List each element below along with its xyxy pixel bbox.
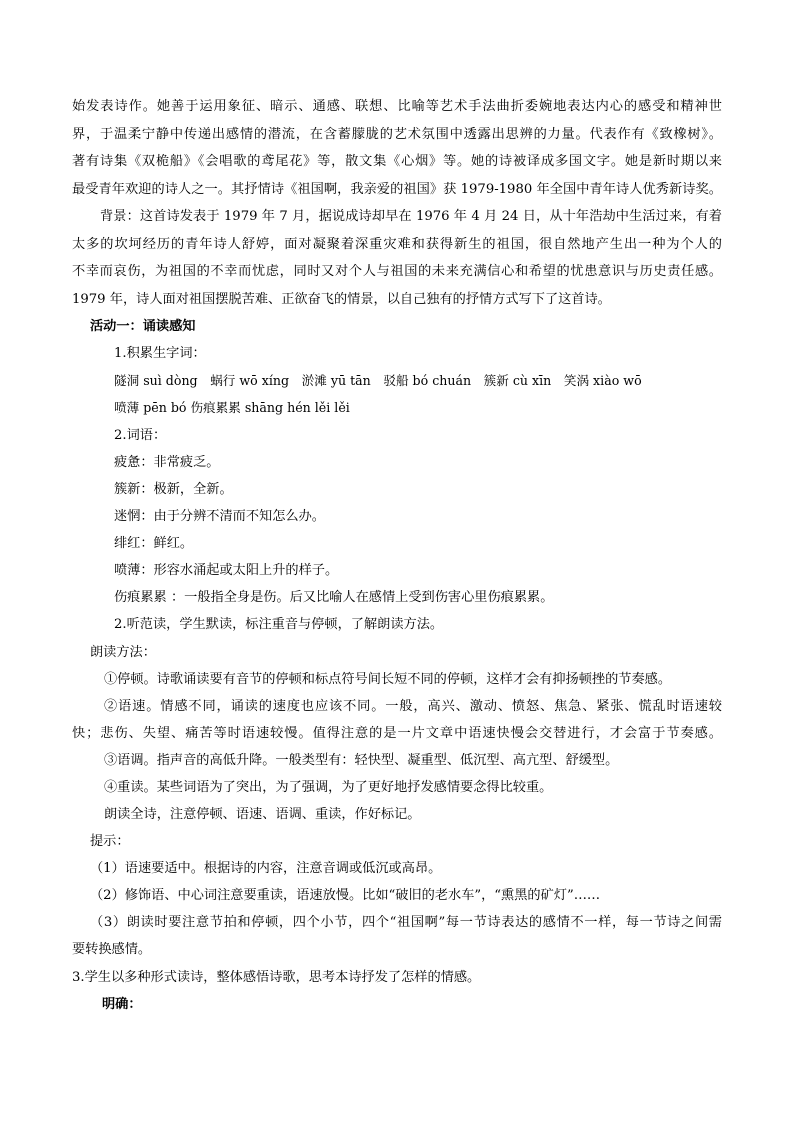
listen-instruction: 2.听范读，学生默读，标注重音与停顿，了解朗读方法。 [114,617,444,632]
word-item: 迷惘：由于分辨不清而不知怎么办。 [114,509,325,524]
clarify-label: 明确： [102,997,142,1012]
word-item: 伤痕累累 ：一般指全身是伤。后又比喻人在感情上受到伤害心里伤痕累累。 [114,590,554,605]
intro-line-4: 最受青年欢迎的诗人之一。其抒情诗《祖国啊，我亲爱的祖国》获 1979-1980 年全国中青年诗人优秀新诗奖。 [72,182,722,197]
background-line-4: 1979 年，诗人面对祖国摆脱苦难、正欲奋飞的情景，以自己独有的抒情方式写下了这首诗。 [72,292,611,307]
tips-title: 提示： [90,834,130,849]
word-item: 簇新：极新，全新。 [114,482,233,497]
step3-instruction: 3.学生以多种形式读诗，整体感悟诗歌，思考本诗抒发了怎样的情感。 [72,970,481,985]
method-title: 朗读方法： [90,645,156,660]
tip-item-continued: 要转换感情。 [72,942,152,957]
method-tone: ③语调。指声音的高低升降。一般类型有：轻快型、凝重型、低沉型、高亢型、舒缓型。 [104,753,619,768]
vocab-line-1: 隧洞 suì dòng 蜗行 wō xíng 淤滩 yū tān 驳船 bó chuán 簇新 cù xīn 笑涡 xiào wō [114,373,642,388]
intro-line-3: 著有诗集《双桅船》《会唱歌的鸢尾花》等，散文集《心烟》等。她的诗被译成多国文字。她是新时期以来 [72,154,722,169]
background-line-1: 背景：这首诗发表于 1979 年 7 月，据说成诗却早在 1976 年 4 月 24 日，从十年浩劫中生活过来，有着 [100,209,722,224]
word-item: 绯红：鲜红。 [114,536,194,551]
tip-item: （1）语速要适中。根据诗的内容，注意音调或低沉或高昂。 [90,861,442,876]
method-pause: ①停顿。诗歌诵读要有音节的停顿和标点符号间长短不同的停顿，这样才会有抑扬顿挫的节奏感。 [104,672,672,687]
background-line-2: 太多的坎坷经历的青年诗人舒婷，面对凝聚着深重灾难和获得新生的祖国，很自然地产生出一种为个人的 [72,237,722,252]
activity-heading: 活动一：诵读感知 [90,319,196,334]
method-speed-line-1: ②语速。情感不同，诵读的速度也应该不同。一般，高兴、激动、愤怒、焦急、紧张、慌乱时语速较 [104,699,722,714]
vocab-title: 1.积累生字词： [114,346,206,361]
tip-item: （2）修饰语、中心词注意要重读，语速放慢。比如“破旧的老水车”，“熏黑的矿灯”…… [90,888,601,903]
method-speed-line-2: 快；悲伤、失望、痛苦等时语速较慢。值得注意的是一片文章中语速快慢会交替进行，才会富于节奏感。 [72,726,722,741]
word-item: 疲惫：非常疲乏。 [114,455,220,470]
vocab-line-2: 喷薄 pēn bó 伤痕累累 shāng hén lěi lěi [114,400,350,415]
words-title: 2.词语： [114,428,167,443]
method-stress: ④重读。某些词语为了突出，为了强调，为了更好地抒发感情要念得比较重。 [104,780,553,795]
word-item: 喷薄：形容水涌起或太阳上升的样子。 [114,563,339,578]
intro-line-2: 界，于温柔宁静中传递出感情的潜流，在含蓄朦胧的艺术氛围中透露出思辨的力量。代表作有《致橡树》。 [72,127,722,142]
practice-instruction: 朗读全诗，注意停顿、语速、语调、重读，作好标记。 [104,807,421,822]
intro-line-1: 始发表诗作。她善于运用象征、暗示、通感、联想、比喻等艺术手法曲折委婉地表达内心的感受和精神世 [72,99,722,114]
tip-item: （3）朗读时要注意节拍和停顿，四个小节，四个“祖国啊”每一节诗表达的感情不一样，每一节诗之间需 [90,915,722,930]
background-line-3: 不幸而哀伤，为祖国的不幸而忧虑，同时又对个人与祖国的未来充满信心和希望的忧患意识与历史责任感。 [72,264,722,279]
